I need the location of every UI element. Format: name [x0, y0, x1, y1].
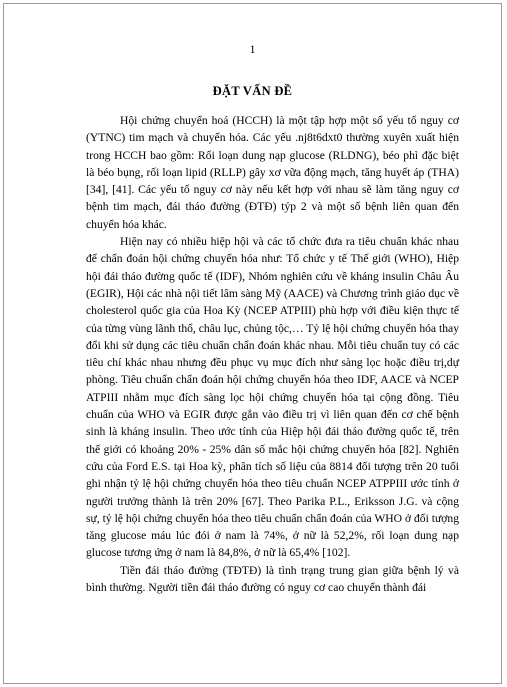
- page-number: 1: [249, 42, 256, 56]
- paragraph-2: Hiện nay có nhiều hiệp hội và các tổ chức đưa ra tiêu chuẩn khác nhau để chẩn đoán hội chứng chuyển hóa như: Tổ chức y tế Thế giới (WHO), Hiệp hội đái tháo đường quốc tế (IDF), Nhóm nghiên cứu về kháng insulin Châu Âu (EGIR), Hội các nhà nội tiết lâm sàng Mỹ (AACE) và Chương trình giáo dục về cholesterol quốc gia của Hoa Kỳ (NCEP ATPIII) phù hợp với điều kiện thực tế của từng vùng lãnh thổ, châu lục, chủng tộc,… Tỷ lệ hội chứng chuyển hóa thay đổi khi sử dụng các tiêu chuẩn chẩn đoán khác nhau. Mỗi tiêu chuẩn tuy có các tiêu chí khác nhau nhưng đều phục vụ mục đích như sàng lọc hoặc điều trị,dự phòng. Tiêu chuẩn chẩn đoán hội chứng chuyển hóa theo IDF, AACE và NCEP ATPIII nhằm mục đích sàng lọc hội chứng chuyển hóa tại cộng đồng. Tiêu chuẩn của WHO và EGIR được gắn vào điều trị vì liên quan đến cơ chế bệnh sinh là kháng insulin. Theo ước tính của Hiệp hội đái tháo đường quốc tế, trên thế giới có khoảng 20% - 25% dân số mắc hội chứng chuyển hóa [82]. Nghiên cứu của Ford E.S. tại Hoa kỳ, phân tích số liệu của 8814 đối tượng trên 20 tuổi ghi nhận tỷ lệ hội chứng chuyển hóa theo tiêu chuẩn NCEP ATPPIII ước tính ở người trưởng thành là trên 20% [67]. Theo Parika P.L., Eriksson J.G. và cộng sự, tỷ lệ hội chứng chuyển hóa theo tiêu chuẩn chẩn đoán của WHO ở đối tượng tăng glucose máu lúc đói ở nam là 74%, ở nữ là 52,2%, rối loạn dung nạp glucose tương ứng ở nam là 84,8%, ở nữ là 65,4% [102].: [86, 235, 459, 560]
- paragraph-3: Tiền đái tháo đường (TĐTĐ) là tình trạng trung gian giữa bệnh lý và bình thường. Người tiền đái tháo đường có nguy cơ cao chuyển thành đái: [86, 563, 459, 595]
- body-text: [86, 112, 459, 596]
- paragraph-1: Hội chứng chuyển hoá (HCCH) là một tập hợp một số yếu tố nguy cơ (YTNC) tim mạch và chuyển hóa. Các yếu .nj8t6dxt0 thường xuyên xuất hiện trong HCCH bao gồm: Rối loạn dung nạp glucose (RLDNG), béo phì đặc biệt là béo bụng, rối loạn lipid (RLLP) gây xơ vữa động mạch, tăng huyết áp (THA) [34], [41]. Các yếu tố nguy cơ này nếu kết hợp với nhau sẽ làm tăng nguy cơ bệnh tim mạch, đái tháo đường (ĐTĐ) týp 2 và một số bệnh liên quan đến chuyển hóa khác.: [86, 114, 459, 231]
- document-page: [3, 3, 502, 684]
- section-heading: ĐẶT VẤN ĐỀ: [212, 84, 293, 98]
